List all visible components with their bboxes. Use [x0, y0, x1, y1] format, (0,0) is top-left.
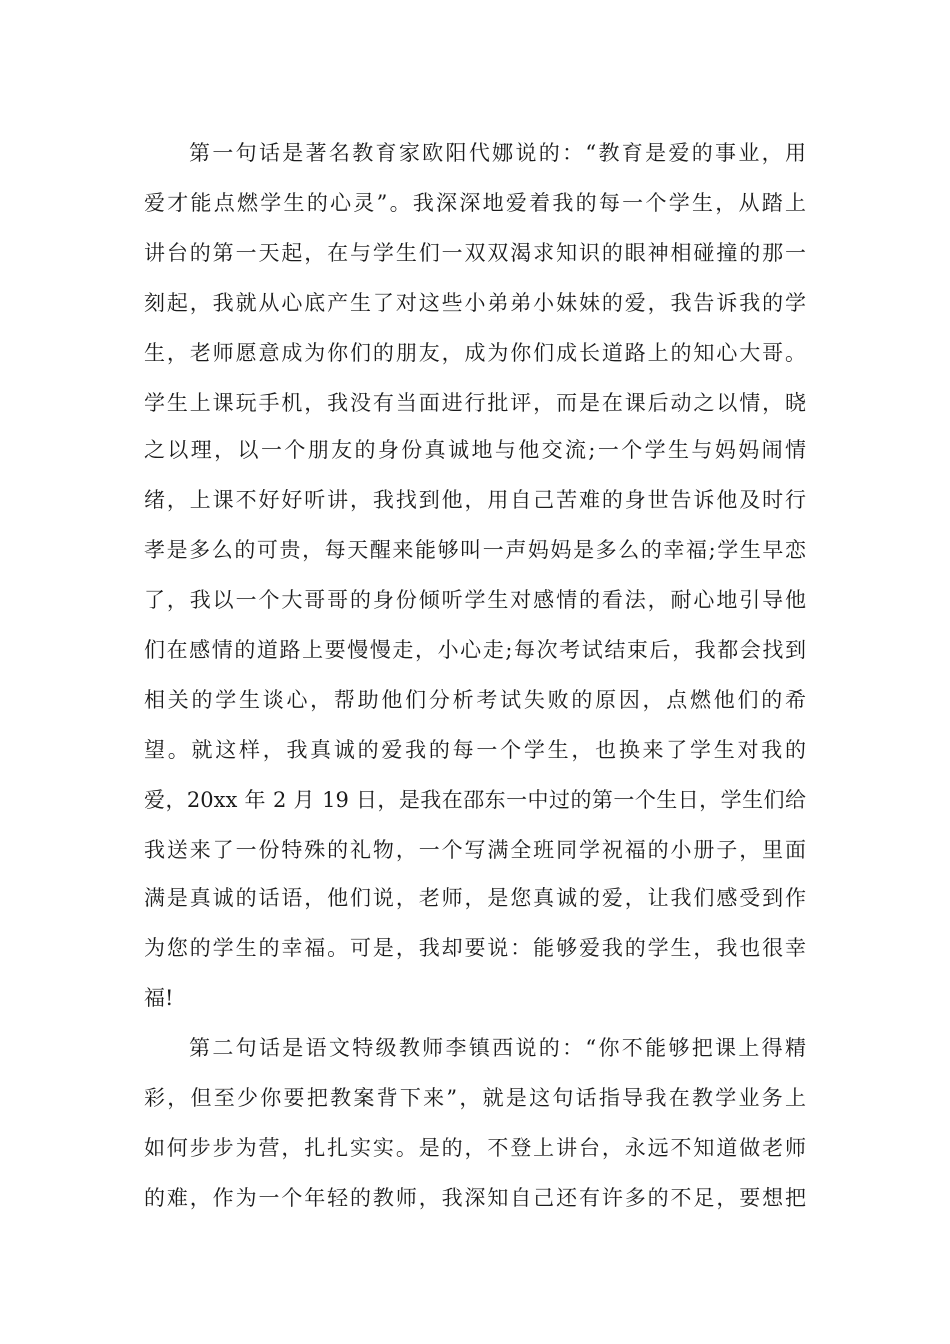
- text-line: 爱才能点燃学生的心灵”。我深深地爱着我的每一个学生，从踏上: [144, 191, 806, 215]
- text-line: 之以理，以一个朋友的身份真诚地与他交流;一个学生与妈妈闹情: [144, 438, 806, 462]
- text-line: 生，老师愿意成为你们的朋友，成为你们成长道路上的知心大哥。: [144, 341, 806, 365]
- text-line: 爱，20xx 年 2 月 19 日，是我在邵东一中过的第一个生日，学生们给: [144, 788, 806, 812]
- text-line: 相关的学生谈心，帮助他们分析考试失败的原因，点燃他们的希: [144, 688, 806, 712]
- text-line: 刻起，我就从心底产生了对这些小弟弟小妹妹的爱，我告诉我的学: [144, 291, 806, 315]
- text-line: 绪，上课不好好听讲，我找到他，用自己苦难的身世告诉他及时行: [144, 488, 806, 512]
- text-line: 的难，作为一个年轻的教师，我深知自己还有许多的不足，要想把: [144, 1186, 806, 1210]
- text-line: 我送来了一份特殊的礼物，一个写满全班同学祝福的小册子，里面: [144, 838, 806, 862]
- text-line: 第一句话是著名教育家欧阳代娜说的：“教育是爱的事业，用: [189, 141, 806, 165]
- text-line: 了，我以一个大哥哥的身份倾听学生对感情的看法，耐心地引导他: [144, 588, 806, 612]
- text-line: 满是真诚的话语，他们说，老师，是您真诚的爱，让我们感受到作: [144, 886, 806, 910]
- text-line: 福!: [144, 986, 174, 1010]
- text-line: 望。就这样，我真诚的爱我的每一个学生，也换来了学生对我的: [144, 738, 806, 762]
- text-line: 第二句话是语文特级教师李镇西说的：“你不能够把课上得精: [189, 1036, 806, 1060]
- text-line: 讲台的第一天起，在与学生们一双双渴求知识的眼神相碰撞的那一: [144, 241, 806, 265]
- text-line: 彩，但至少你要把教案背下来”，就是这句话指导我在教学业务上: [144, 1086, 806, 1110]
- text-line: 孝是多么的可贵，每天醒来能够叫一声妈妈是多么的幸福;学生早恋: [144, 538, 806, 562]
- text-line: 们在感情的道路上要慢慢走，小心走;每次考试结束后，我都会找到: [144, 638, 806, 662]
- text-line: 如何步步为营，扎扎实实。是的，不登上讲台，永远不知道做老师: [144, 1136, 806, 1160]
- text-line: 为您的学生的幸福。可是，我却要说：能够爱我的学生，我也很幸: [144, 936, 806, 960]
- text-line: 学生上课玩手机，我没有当面进行批评，而是在课后动之以情，晓: [144, 391, 806, 415]
